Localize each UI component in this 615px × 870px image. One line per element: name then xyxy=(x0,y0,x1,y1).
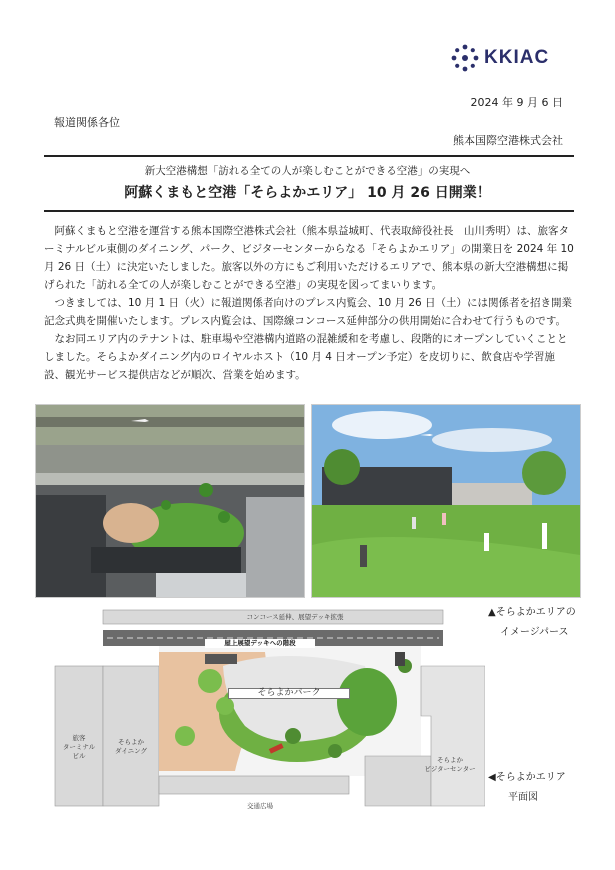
terminal-label-line-2: ターミナル xyxy=(62,743,96,751)
dining-label-line-2: ダイニング xyxy=(115,747,147,755)
body-paragraph-2: つきましては、10 月 1 日（火）に報道関係者向けのプレス内覧会、10 月 26 日（土）には関係者を招き開業記念式典を開催いたします。プレス内覧会は、国際線コンコース延伸部分の供用開始に合わせて行うものです。 xyxy=(44,297,573,327)
logo-text: KKIAC xyxy=(484,47,550,68)
body-text xyxy=(44,222,574,384)
terminal-label-line-3: ビル xyxy=(72,752,86,760)
site-plan xyxy=(35,606,485,826)
visitor-center-label-line-1: そらよか xyxy=(437,756,463,764)
plan-caption-2: 平面図 xyxy=(508,792,538,803)
dining-label xyxy=(103,738,159,756)
dining-label-line-1: そらよか xyxy=(118,738,144,746)
headline-title: 阿蘇くまもと空港「そらよかエリア」 10 月 26 日開業！ xyxy=(124,185,491,201)
top-rule xyxy=(44,155,574,157)
aerial-perspective-image xyxy=(35,404,305,598)
release-date: 2024 年 9 月 6 日 xyxy=(470,96,563,109)
aerial-illustration xyxy=(36,405,304,597)
bottom-rule xyxy=(44,210,574,212)
ground-perspective-image xyxy=(311,404,581,598)
rooftop-stairs-label: 屋上展望デッキへの階段 xyxy=(205,639,315,648)
body-paragraph-1: 阿蘇くまもと空港を運営する熊本国際空港株式会社（熊本県益城町、代表取締役社長 山川秀明）は、旅客ターミナルビル東側のダイニング、パーク、ビジターセンターからなる「そらよかエリア」の開業日を 2024 年 10 月 26 日（土）に決定いたしました。旅客以外の方にもご利用いただけるエリアで、熊本県の新大空港構想に掲げられた「訪れる全ての人が楽しむことができる空港」の実現を図ってまいります。 xyxy=(44,225,574,291)
park-label: そらよかパーク xyxy=(228,688,350,699)
headline-subtitle: 新大空港構想「訪れる全ての人が楽しむことができる空港」の実現へ xyxy=(144,165,471,177)
terminal-label xyxy=(55,734,103,761)
terminal-label-line-1: 旅客 xyxy=(72,734,86,742)
company-logo xyxy=(450,40,565,76)
plaza-label: 交通広場 xyxy=(247,802,273,810)
perspective-caption-2: イメージパース xyxy=(500,627,569,638)
perspective-caption-1: ▲そらよかエリアの xyxy=(488,607,576,618)
visitor-center-label-line-2: ビジターセンター xyxy=(424,765,476,773)
addressee: 報道関係各位 xyxy=(54,116,120,129)
plan-caption-1: ◀そらよかエリア xyxy=(488,772,566,783)
ground-illustration xyxy=(312,405,580,597)
concourse-label: コンコース延伸、展望デッキ拡張 xyxy=(246,613,344,621)
body-paragraph-3: なお同エリア内のテナントは、駐車場や空港構内道路の混雑緩和を考慮し、段階的にオープンしていくこととしました。そらよかダイニング内のロイヤルホスト（10 月 4 日オープン予定）を皮切りに、飲食店や学習施設、観光サービス提供店などが順次、営業を始めます。 xyxy=(44,333,568,381)
visitor-center-label xyxy=(415,756,485,774)
logo-mark-icon xyxy=(450,43,480,73)
issuing-company: 熊本国際空港株式会社 xyxy=(453,134,563,147)
